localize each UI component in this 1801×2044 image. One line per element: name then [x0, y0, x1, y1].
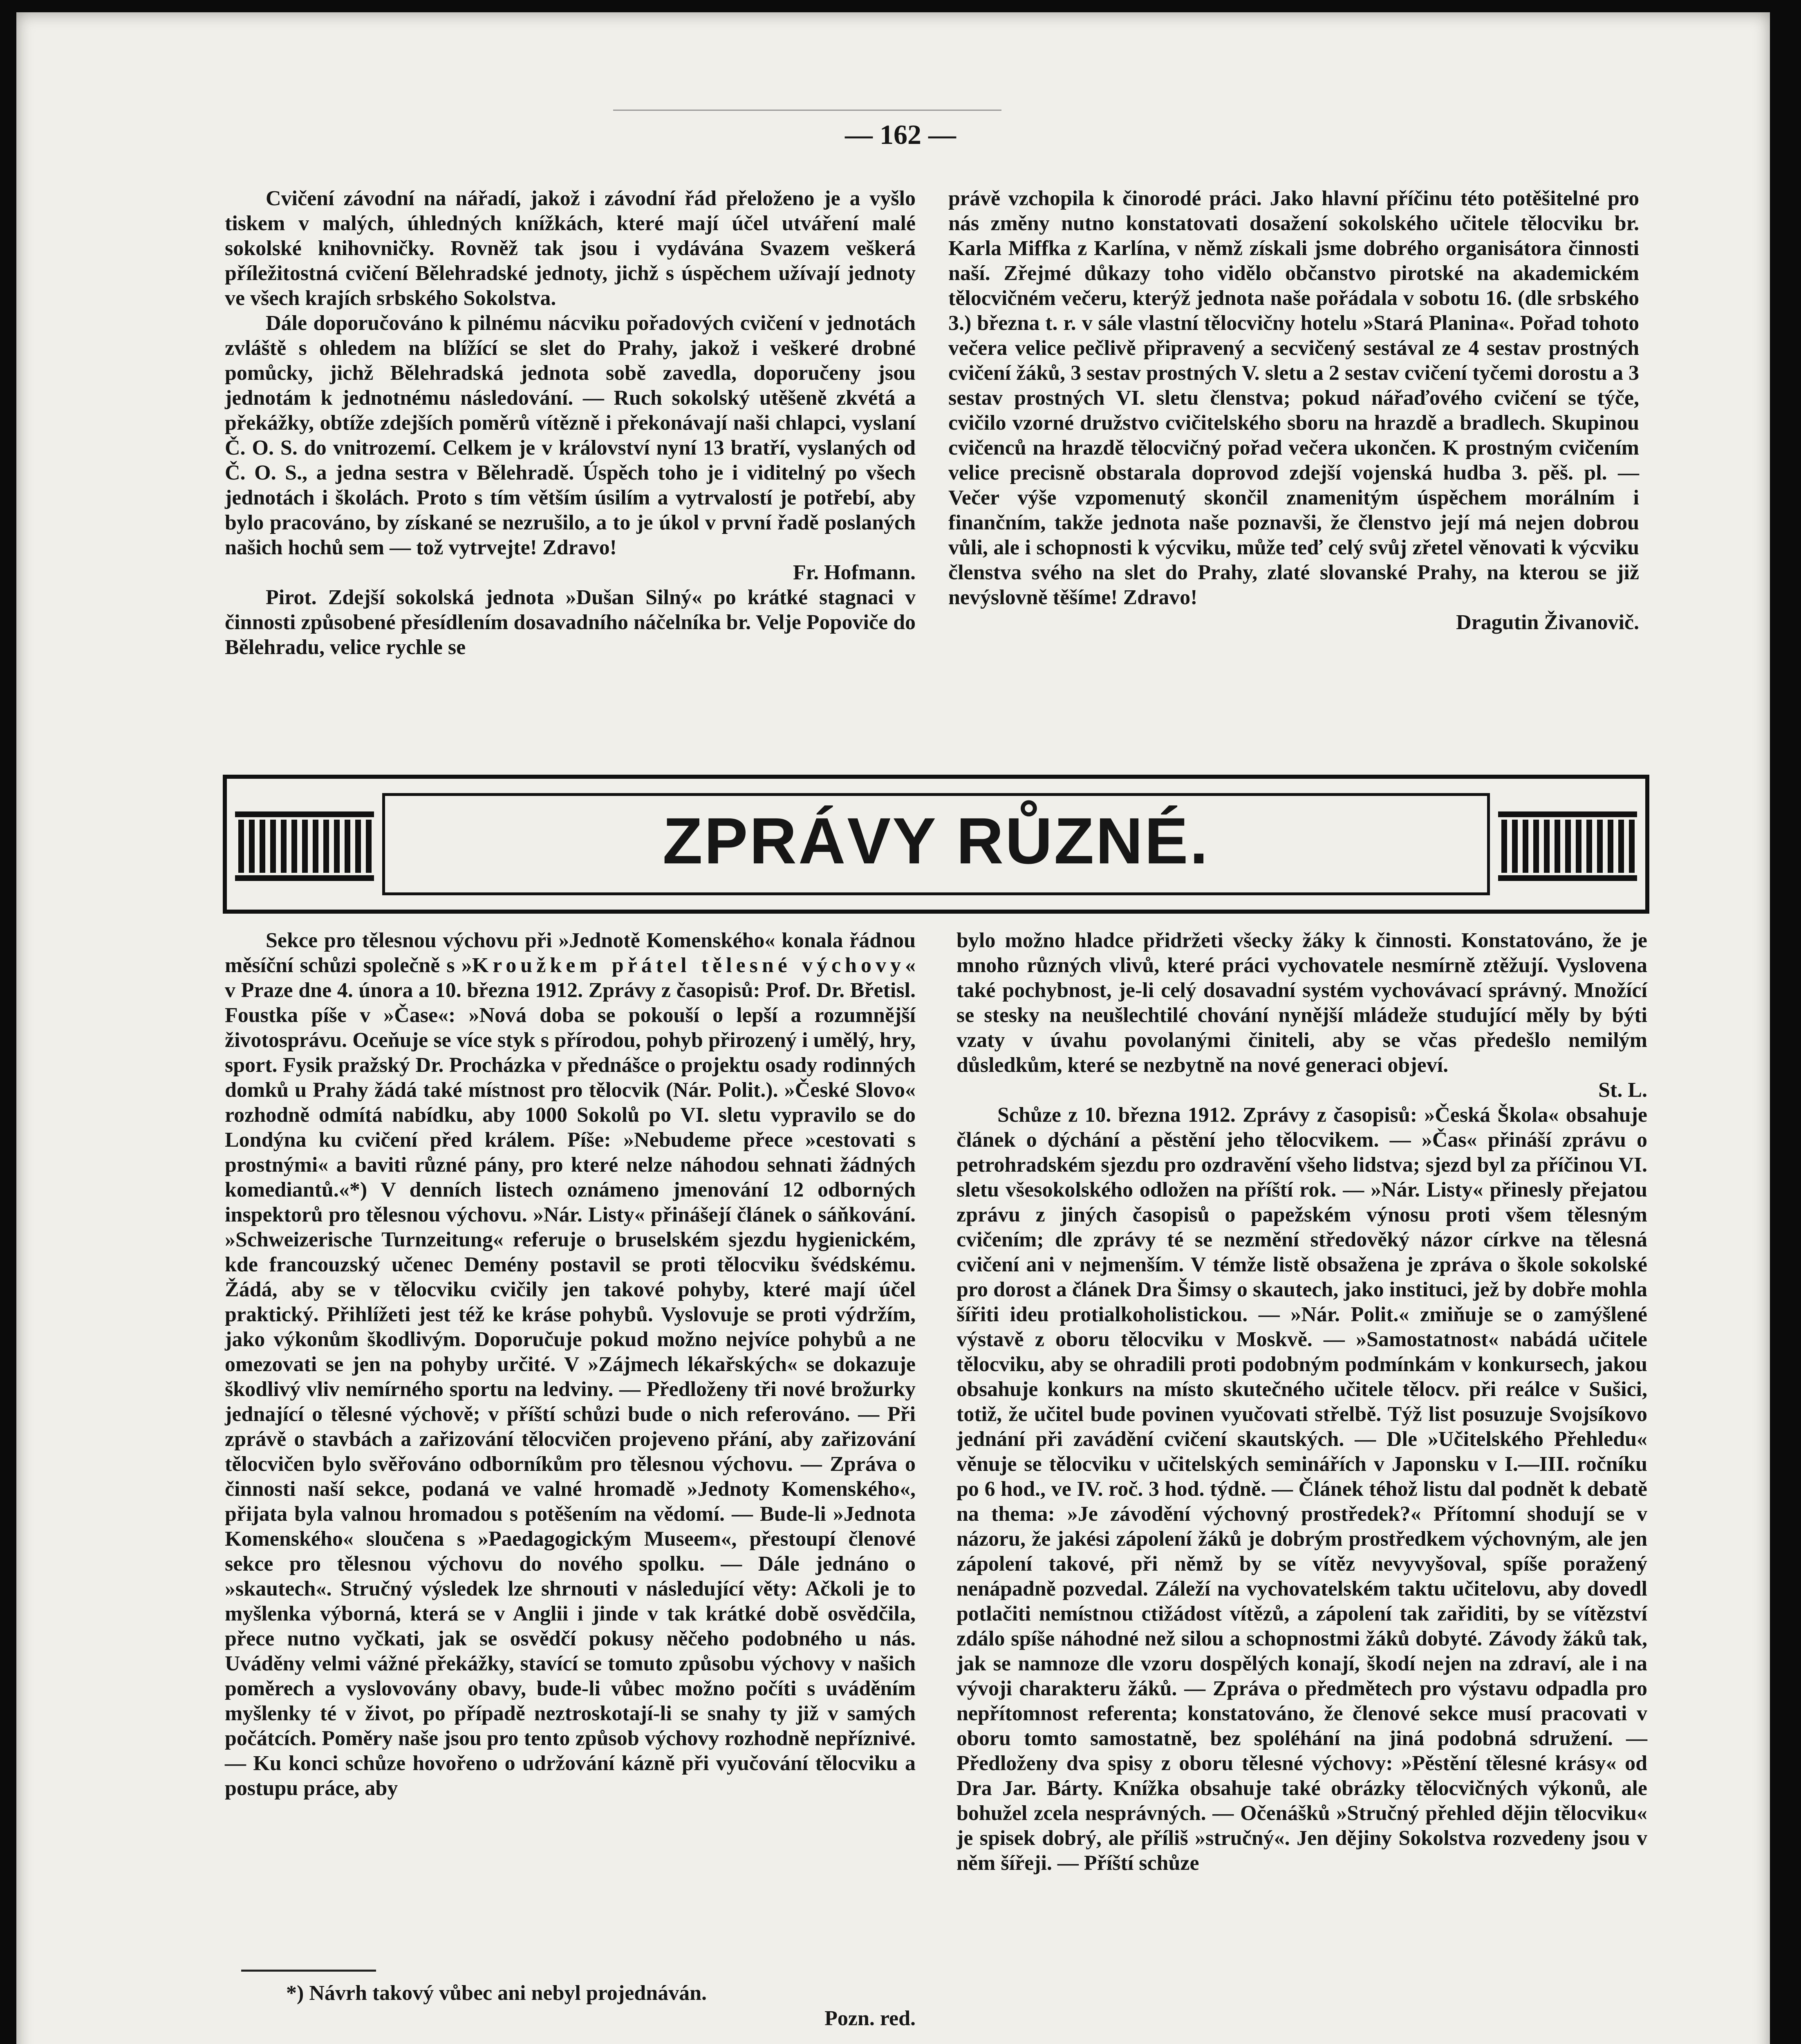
paragraph: Schůze z 10. března 1912. Zprávy z časopisů: »Česká Škola« obsahuje článek o dýchání a pěstění jeho tělocvikem. — »Čas« přináší zprávu o petrohradském sjezdu pro ozdravění všeho lidstva; sjezd byl za příčinou VI. sletu všesokolského odložen na příští rok. — »Nár. Listy« přinesly přejatou zprávu z jiných časopisů o papežském výnosu proti všem tělesným cvičením; dle zprávy té se nezmění středověký názor církve na tělesná cvičení ani v nejmenším. V témže listě obsažena je zpráva o škole sokolské pro dorost a článek Dra Šimsy o skautech, jako instituci, jež by dobře mohla šířiti ideu protialkoholistickou. — »Nár. Polit.« zmiňuje se o zamýšlené výstavě z oboru tělocviku v Moskvě. — »Samostatnost« nabádá učitele tělocviku, aby se ohradili proti podobným podmínkám v konkursech, jakou obsahuje konkurs na místo skutečného učitele tělocv. při reálce v Sušici, totiž, že učitel bude povinen vyučovati střelbě. Týž list posuzuje Svojsíkovo jednání při zavádění cvičení skautských. — Dle »Učitelského Přehledu« věnuje se tělocviku v učitelských seminářích v Japonsku v I.—III. ročníku po 6 hod., ve IV. roč. 3 hod. týdně. — Článek téhož listu dal podnět k debatě na thema: »Je závodění výchovný prostředek?« Přítomní shodují se v názoru, že jakési zápolení žáků je dobrým prostředkem výchovným, ale jen zápolení takové, při němž by se vítěz nevyvyšoval, spíše poražený nenápadně pozvedal. Záleží na vychovatelském taktu učitelovu, aby dovedl potlačiti nemístnou ctižádost vítězů, a zápolení tak zařiditi, by se vítězství zdálo spíše náhodné než silou a schopnostmi žáků dobyté. Závody žáků tak, jak se namnoze dle vzoru dospělých konají, škodí nejen na zdraví, ale i na vývoji charakteru žáků. — Zpráva o předmětech pro výstavu odpadla pro nepřítomnost referenta; konstatováno, že členové sekce musí pracovati v oboru tomto samostatně, bez spoléhání na jiná podobná sdružení. — Předloženy dva spisy z oboru tělesné výchovy: »Pěstění tělesné krásy« od Dra Jar. Bárty. Knížka obsahuje také obrázky tělocvičných výkonů, ale bohužel zcela nesprávných. — Očenášků »Stručný přehled dějin tělocviku« je spisek dobrý, ale příliš »stručný«. Jen dějiny Sokolstva rozvedeny jsou v něm šířeji. — Příští schůze [957, 1103, 1647, 1875]
section-banner [223, 775, 1649, 914]
paragraph-text: Zdejší sokolská jednota »Dušan Silný« po krátké stagnaci v činnosti způsobené přesídlením dosavadního náčelníka br. Velje Popoviče do Bělehradu, velice rychle se [225, 586, 916, 659]
footnote-signature: Pozn. red. [824, 2007, 916, 2030]
section-title: ZPRÁVY RŮZNÉ. [662, 804, 1210, 877]
paragraph: právě vzchopila k činorodé práci. Jako hlavní příčinu této potěšitelné pro nás změny nutno konstatovati dosažení sokolského učitele tělocviku br. Karla Miffka z Karlína, v němž získali jsme dobrého organisátora činnosti naší. Zřejmé důkazy toho vidělo občanstvo pirotské na akademickém tělocvičném večeru, kterýž jednota naše pořádala v sobotu 16. (dle srbského 3.) března t. r. v sále vlastní tělocvičny hotelu »Stará Planina«. Pořad tohoto večera velice pečlivě připravený a secvičený sestával ze 4 sestav prostných cvičení žáků, 3 sestav prostných V. sletu a 2 sestav cvičení tyčemi dorostu a 3 sestav prostných VI. sletu členstva; pokud nářaďového cvičení se týče, cvičilo vzorné družstvo cvičitelského sboru na hrazdě a bradlech. Skupinou cvičenců na hrazdě tělocvičný pořad večera ukončen. K prostným cvičením velice precisně obstarala doprovod zdejší vojenská hudba 3. pěš. pl. — Večer výše vzpomenutý skončil znamenitým úspěchem morálním i finančním, takže jednota naše poznavši, že členstvo její má nejen dobrou vůli, ale i schopnosti k výcviku, může teď celý svůj zřetel věnovati k výcviku členstva svého na slet do Prahy, zlaté slovanské Prahy, na kterou se již nevýslovně těšíme! Zdravo! [948, 187, 1639, 609]
balustrade-ornament-right [1498, 803, 1637, 889]
signature: Dragutin Živanovič. [1456, 611, 1639, 634]
paragraph [225, 928, 916, 1801]
column-bottom-left [225, 928, 916, 1991]
paragraph-text: konala řádnou měsíční schůzi společně s » [225, 929, 916, 977]
paragraph: Dále doporučováno k pilnému nácviku pořadových cvičení v jednotách zvláště s ohledem na blížící se slet do Prahy, jakož i veškeré drobné pomůcky, jichž Bělehradská jednota sobě zavedla, doporučeny jsou jednotám k jednotnému následování. — Ruch sokolský utěšeně zkvétá a překážky, obtíže zdejších poměrů vítězně i překonávají naši chlapci, vyslaní Č. O. S. do vnitrozemí. Celkem je v království nyní 13 bratří, vyslaných od Č. O. S., a jedna sestra v Bělehradě. Úspěch toho je i viditelný po všech jednotách i školách. Proto s tím větším úsilím a vytrvalostí je potřebí, aby bylo pracováno, by získané se nezrušilo, a to je úkol v první řadě poslaných našich hochů sem — tož vytrvejte! Zdravo! [225, 312, 916, 559]
column-top-left [225, 186, 916, 717]
paragraph-text: « v Praze dne 4. února a 10. března 1912. Zprávy z časopisů: Prof. Dr. Břetisl. Foustka píše v »Čase«: »Nová doba se pokouší o lepší a rozumnější životosprávu. Oceňuje se více styk s přírodou, pohyb přirozený i umělý, hry, sport. Fysik pražský Dr. Procházka v přednášce o projektu osady rodinných domků u Prahy žádá také místnost pro tělocvik (Nár. Polit.). »České Slovo« rozhodně odmítá nabídku, aby 1000 Sokolů po VI. sletu vypravilo se do Londýna ku cvičení před králem. Píše: »Nebudeme přece »cestovati s prostnými« a baviti různé pány, pro které nelze náhodou sehnati žádných komediantů.«*) V denních listech oznámeno jmenování 12 odborných inspektorů pro tělesnou výchovu. »Nár. Listy« přinášejí článek o sáňkování. »Schweizerische Turnzeitung« referuje o bruselském sjezdu hygienickém, kde francouzský učenec Demény postavil se proti tělocviku švédskému. Žádá, aby se v tělocviku cvičily jen takové pohyby, které mají účel praktický. Přihlížeti jest též ke kráse pohybů. Vyslovuje se proti výdržím, jako výkonům škodlivým. Doporučuje pokud možno nejvíce pohybů a ne omezovati se jen na pohyby určité. V »Zájmech lékařských« se dokazuje škodlivý vliv nemírného sportu na ledviny. — Předloženy tři nové brožurky jednající o tělesné výchově; v příští schůzi bude o nich referováno. — Při zprávě o stavbách a zařizování tělocvičen projeveno přání, aby zařizování tělocvičen bylo svěřováno odborníkům pro tělesnou výchovu. — Zpráva o činnosti naší sekce, podaná ve valné hromadě »Jednoty Komenského«, přijata byla valnou hromadou s potěšením na vědomí. — Bude-li »Jednota Komenského« sloučena s »Paedagogickým Museem«, přestoupí členové sekce pro tělesnou výchovu do nového spolku. — Dále jednáno o »skautech«. Stručný výsledek lze shrnouti v následující věty: Ačkoli je to myšlenka výborná, která se v Anglii i jinde v tak krátké době osvědčila, přece nutno vyčkati, jak se osvědčí pokusy něčeho podobného u nás. Uváděny velmi vážné překážky, stavící se tomuto způsobu výchovy v našich poměrech a vyslovovány obavy, bude-li vůbec možno počíti s uváděním myšlenky té v život, po případě neztroskotají-li se snahy ty již v samých počátcích. Poměry naše jsou pro tento způsob výchovy rozhodně nepříznivé. — Ku konci schůze hovořeno o udržování kázně při vyučování tělocviku a postupu práce, aby [225, 954, 916, 1800]
footnote-text: *) Návrh takový vůbec ani nebyl projednáván. [286, 1981, 707, 2005]
signature: St. L. [1598, 1078, 1647, 1102]
page-number: — 162 — [845, 119, 956, 150]
top-rule [613, 110, 1001, 111]
signature: Fr. Hofmann. [793, 561, 916, 584]
spaced-text: Kroužkem přátel tělesné výchovy [472, 954, 905, 977]
column-bottom-right [957, 928, 1647, 2032]
paragraph [225, 585, 916, 660]
footnote [286, 1981, 916, 2031]
footnote-rule [241, 1970, 376, 1972]
column-top-right [948, 186, 1639, 717]
paragraph-lead: Sekce pro tělesnou výchovu při »Jednotě Komenského« [266, 929, 775, 952]
paragraph: Cvičení závodní na nářadí, jakož i závodní řád přeloženo je a vyšlo tiskem v malých, úhledných knížkách, které mají účel utváření malé sokolské knihovničky. Rovněž tak jsou i vydávána Svazem veškerá příležitostná cvičení Bělehradské jednoty, jichž s úspěchem užívají jednoty ve všech krajích srbského Sokolstva. [225, 187, 916, 310]
paragraph-lead: Pirot. [266, 586, 317, 609]
paragraph: bylo možno hladce přidržeti všecky žáky k činnosti. Konstatováno, že je mnoho různých vlivů, které práci vychovatele nesmírně ztěžují. Vyslovena také pochybnost, je-li celý dosavadní systém vychovávací správný. Množící se stesky na neušlechtilé chování nynější mládeže studující měly by býti vzaty v úvahu povolanými činiteli, aby se včas předešlo nemilým důsledkům, které se nezbytně na nové generaci objeví. [957, 929, 1647, 1077]
